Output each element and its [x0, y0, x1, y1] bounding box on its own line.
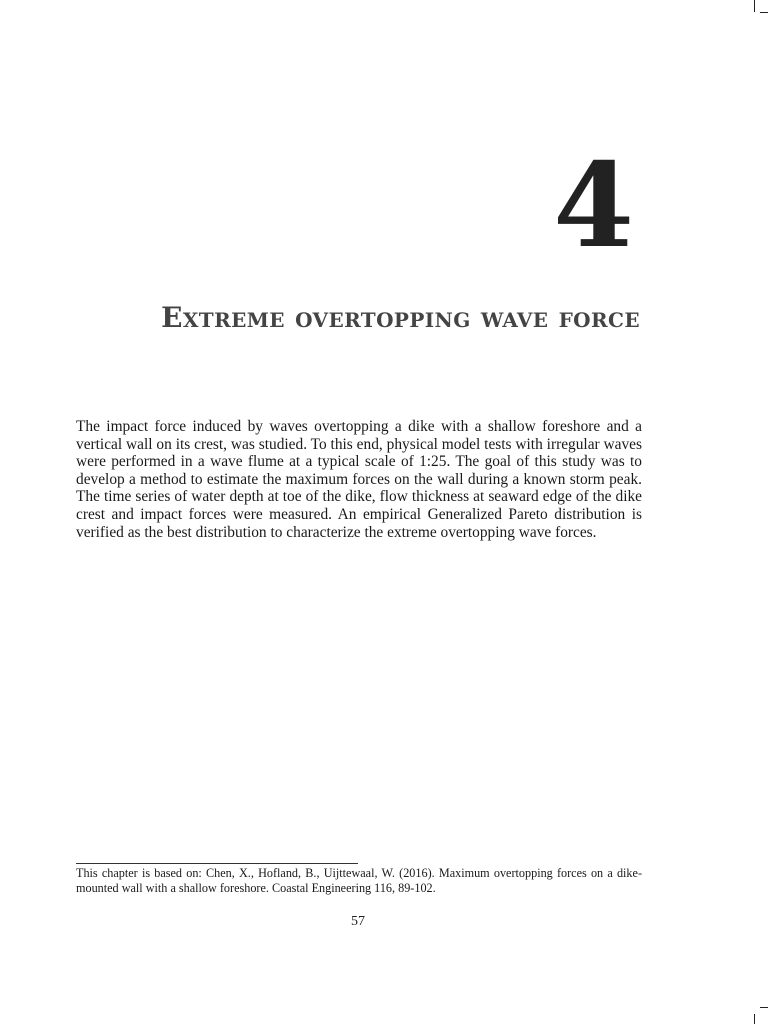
crop-mark-top-right-horizontal	[760, 12, 768, 13]
crop-mark-bottom-right-vertical	[754, 1014, 755, 1024]
chapter-title: Extreme overtopping wave force	[161, 301, 640, 334]
page-number: 57	[351, 914, 365, 929]
crop-mark-top-right-vertical	[754, 0, 755, 12]
footnote-rule	[76, 863, 358, 864]
crop-mark-bottom-right-horizontal	[760, 1007, 768, 1008]
chapter-abstract: The impact force induced by waves overtopping a dike with a shallow foreshore and a vertical wall on its crest, was studied. To this end, physical model tests with irregular waves were performed in a wave flume at a typical scale of 1:25. The goal of this study was to develop a method to estimate the maximum forces on the wall during a known storm peak. The time series of water depth at toe of the dike, flow thickness at seaward edge of the dike crest and impact forces were measured. An empirical Generalized Pareto distribution is verified as the best distribution to characterize the extreme overtopping wave forces.	[76, 418, 642, 541]
footnote: This chapter is based on: Chen, X., Hofland, B., Uijttewaal, W. (2016). Maximum overtopping forces on a dike-mounted wall with a shallow foreshore. Coastal Engineering 116, 89-102.	[76, 866, 642, 895]
chapter-number: 4	[553, 138, 634, 274]
